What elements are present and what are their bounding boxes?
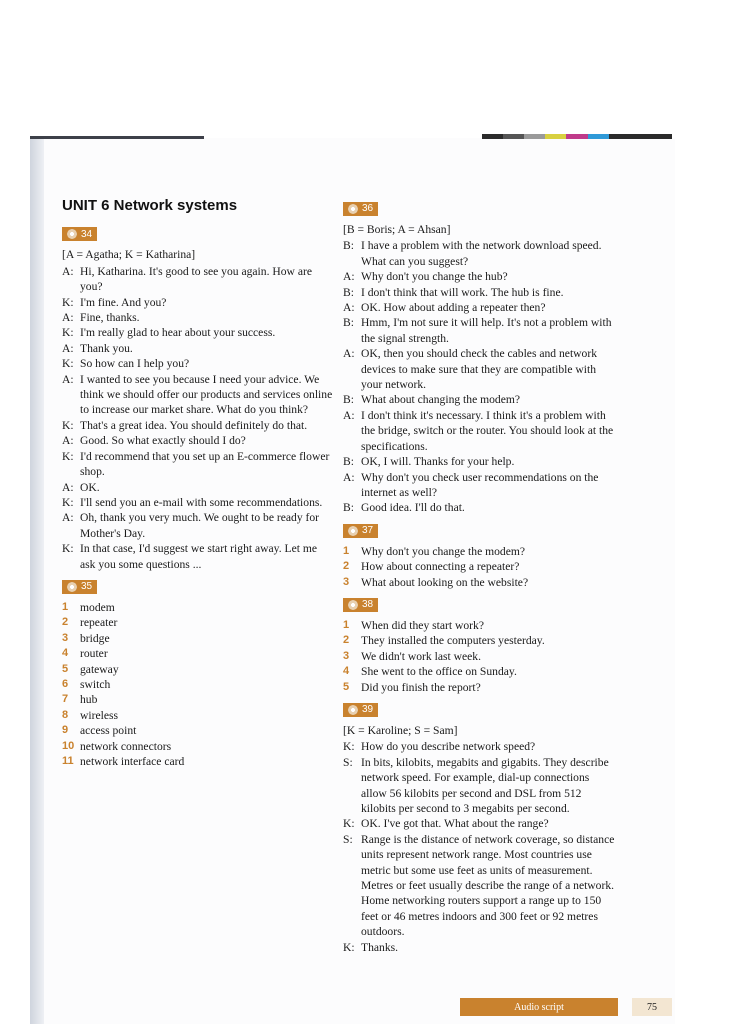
dialogue-line bbox=[62, 449, 334, 480]
speaker-label: S: bbox=[343, 755, 353, 769]
list-item bbox=[62, 662, 334, 677]
list-item bbox=[343, 649, 615, 664]
speaker-label: K: bbox=[343, 817, 355, 831]
item-number: 4 bbox=[62, 647, 69, 660]
list-item bbox=[62, 754, 334, 769]
list-item bbox=[62, 692, 334, 707]
line-text: Thanks. bbox=[361, 940, 399, 954]
line-text: Fine, thanks. bbox=[80, 311, 140, 325]
cd-icon bbox=[67, 582, 77, 592]
list-item bbox=[62, 600, 334, 615]
list-35 bbox=[62, 600, 334, 769]
line-text: I have a problem with the network download speed. What can you suggest? bbox=[361, 239, 602, 268]
speaker-label: B: bbox=[343, 239, 354, 253]
line-text: Why don't you check user recommendations on the internet as well? bbox=[361, 470, 599, 499]
item-text: access point bbox=[80, 724, 137, 738]
speaker-label: B: bbox=[343, 455, 354, 469]
line-text: Why don't you change the hub? bbox=[361, 270, 508, 284]
item-number: 1 bbox=[62, 600, 69, 613]
item-text: network connectors bbox=[80, 739, 172, 753]
dialogue-line bbox=[343, 346, 615, 392]
item-number: 2 bbox=[62, 616, 69, 629]
item-text: switch bbox=[80, 677, 111, 691]
list-item bbox=[62, 646, 334, 661]
speaker-label: A: bbox=[62, 311, 74, 325]
item-number: 11 bbox=[62, 755, 74, 767]
item-text: How about connecting a repeater? bbox=[361, 560, 520, 574]
line-text: Hi, Katharina. It's good to see you again. How are you? bbox=[80, 264, 312, 294]
dialogue-line bbox=[343, 470, 615, 501]
line-text: In that case, I'd suggest we start right away. Let me ask you some questions ... bbox=[80, 542, 317, 571]
speaker-label: A: bbox=[343, 347, 355, 361]
item-text: When did they start work? bbox=[361, 618, 484, 632]
item-number: 1 bbox=[343, 544, 350, 557]
line-text: I wanted to see you because I need your advice. We think we should offer our products and services online to increase our market share. What do you think? bbox=[80, 372, 333, 417]
speaker-label: A: bbox=[343, 301, 355, 315]
list-item bbox=[343, 680, 615, 695]
dialogue-line bbox=[343, 269, 615, 284]
dialogue-line bbox=[343, 392, 615, 407]
track-badge-37: 37 bbox=[343, 524, 378, 538]
line-text: Good. So what exactly should I do? bbox=[80, 434, 246, 448]
item-number: 2 bbox=[343, 634, 350, 647]
list-item bbox=[343, 618, 615, 633]
speaker-label: K: bbox=[343, 740, 355, 754]
speaker-label: B: bbox=[343, 316, 354, 330]
line-text: Hmm, I'm not sure it will help. It's not a problem with the signal strength. bbox=[361, 316, 612, 345]
line-text: OK, I will. Thanks for your help. bbox=[361, 455, 515, 469]
speaker-label: K: bbox=[62, 495, 74, 509]
list-item bbox=[62, 739, 334, 754]
dialogue-line bbox=[62, 372, 334, 418]
speaker-label: A: bbox=[62, 511, 74, 525]
dialogue-line bbox=[343, 940, 615, 955]
item-number: 5 bbox=[62, 662, 69, 675]
speaker-label: K: bbox=[62, 295, 74, 309]
speaker-label: A: bbox=[343, 470, 355, 484]
dialogue-line bbox=[343, 500, 615, 515]
item-text: repeater bbox=[80, 616, 118, 630]
cast-list: [B = Boris; A = Ahsan] bbox=[343, 223, 451, 236]
item-text: bridge bbox=[80, 631, 110, 645]
speaker-label: K: bbox=[62, 449, 74, 463]
dialogue-line bbox=[343, 816, 615, 831]
track-badge-38: 38 bbox=[343, 598, 378, 612]
speaker-label: A: bbox=[62, 264, 74, 278]
dialogue-36 bbox=[343, 238, 615, 515]
speaker-label: K: bbox=[62, 357, 74, 371]
speaker-label: S: bbox=[343, 832, 353, 846]
right-column bbox=[343, 190, 615, 955]
list-item bbox=[343, 559, 615, 574]
cast-list: [A = Agatha; K = Katharina] bbox=[62, 248, 196, 262]
track-badge-39: 39 bbox=[343, 703, 378, 717]
item-text: She went to the office on Sunday. bbox=[361, 665, 517, 679]
item-text: hub bbox=[80, 693, 98, 707]
item-text: We didn't work last week. bbox=[361, 649, 481, 663]
line-text: I'm really glad to hear about your success. bbox=[80, 326, 276, 340]
speaker-label: K: bbox=[62, 418, 74, 432]
speaker-label: K: bbox=[343, 940, 355, 954]
track-badge-36: 36 bbox=[343, 202, 378, 216]
item-number: 4 bbox=[343, 665, 350, 678]
line-text: I'll send you an e-mail with some recommendations. bbox=[80, 495, 323, 509]
line-text: Thank you. bbox=[80, 341, 133, 355]
list-item bbox=[343, 544, 615, 559]
line-text: OK. bbox=[80, 480, 100, 494]
dialogue-line bbox=[343, 315, 615, 346]
line-text: What about changing the modem? bbox=[361, 393, 521, 407]
print-color-bar bbox=[482, 134, 672, 139]
track-badge-35: 35 bbox=[62, 580, 97, 594]
list-38 bbox=[343, 618, 615, 695]
left-column bbox=[62, 190, 334, 769]
dialogue-line bbox=[62, 310, 334, 325]
item-text: wireless bbox=[80, 708, 118, 722]
dialogue-line bbox=[62, 433, 334, 448]
list-item bbox=[343, 575, 615, 590]
footer-section-label: Audio script bbox=[460, 998, 618, 1016]
dialogue-line bbox=[343, 755, 615, 817]
speaker-label: K: bbox=[62, 326, 74, 340]
speaker-label: B: bbox=[343, 393, 354, 407]
speaker-label: B: bbox=[343, 285, 354, 299]
dialogue-line bbox=[62, 495, 334, 510]
cd-icon bbox=[348, 204, 358, 214]
dialogue-line bbox=[62, 510, 334, 541]
list-item bbox=[343, 633, 615, 648]
cd-icon bbox=[67, 229, 77, 239]
line-text: OK. I've got that. What about the range? bbox=[361, 817, 549, 831]
line-text: I don't think that will work. The hub is fine. bbox=[361, 285, 564, 299]
line-text: Good idea. I'll do that. bbox=[361, 501, 465, 515]
speaker-label: A: bbox=[343, 270, 355, 284]
line-text: So how can I help you? bbox=[80, 357, 190, 371]
dialogue-line bbox=[62, 418, 334, 433]
unit-title: UNIT 6 Network systems bbox=[62, 197, 238, 214]
item-number: 9 bbox=[62, 724, 69, 737]
item-number: 6 bbox=[62, 677, 69, 690]
dialogue-line bbox=[343, 300, 615, 315]
dialogue-line bbox=[343, 739, 615, 754]
item-text: What about looking on the website? bbox=[361, 575, 529, 589]
dialogue-line bbox=[343, 285, 615, 300]
dialogue-line bbox=[62, 341, 334, 356]
list-37 bbox=[343, 544, 615, 590]
list-item bbox=[62, 631, 334, 646]
dialogue-line bbox=[62, 295, 334, 310]
item-text: gateway bbox=[80, 662, 119, 676]
item-text: router bbox=[80, 647, 108, 661]
item-number: 8 bbox=[62, 708, 69, 721]
dialogue-line bbox=[62, 264, 334, 295]
line-text: I'd recommend that you set up an E-commerce flower shop. bbox=[80, 449, 330, 479]
line-text: I don't think it's necessary. I think it's a problem with the bridge, switch or the router. You should look at the specifications. bbox=[361, 408, 614, 453]
speaker-label: A: bbox=[343, 408, 355, 422]
dialogue-39 bbox=[343, 739, 615, 955]
line-text: Range is the distance of network coverage, so distance units represent network range. Most countries use metric but some use feet as units of measurement. Metres or feet usually describe the range of a network. Home networking routers support a range up to 150 feet or 46 metres indoors and 300 feet or 92 metres outdoors. bbox=[361, 832, 615, 939]
book-spine bbox=[30, 138, 44, 1024]
dialogue-line bbox=[62, 541, 334, 572]
line-text: OK, then you should check the cables and network devices to make sure that they are compatible with your network. bbox=[361, 347, 597, 392]
item-text: Did you finish the report? bbox=[361, 680, 481, 694]
list-item bbox=[62, 708, 334, 723]
cd-icon bbox=[348, 600, 358, 610]
line-text: Oh, thank you very much. We ought to be ready for Mother's Day. bbox=[80, 511, 320, 540]
speaker-label: A: bbox=[62, 341, 74, 355]
item-text: modem bbox=[80, 600, 115, 614]
cast-list: [K = Karoline; S = Sam] bbox=[343, 723, 458, 737]
item-number: 10 bbox=[62, 739, 75, 752]
item-number: 5 bbox=[343, 680, 350, 693]
list-item bbox=[62, 677, 334, 692]
dialogue-line bbox=[343, 832, 615, 940]
item-number: 3 bbox=[343, 575, 350, 588]
list-item bbox=[62, 615, 334, 630]
line-text: How do you describe network speed? bbox=[361, 740, 536, 754]
dialogue-line bbox=[343, 454, 615, 469]
line-text: That's a great idea. You should definitely do that. bbox=[80, 418, 308, 432]
line-text: OK. How about adding a repeater then? bbox=[361, 301, 546, 315]
cd-icon bbox=[348, 526, 358, 536]
dialogue-line bbox=[62, 325, 334, 340]
speaker-label: A: bbox=[62, 372, 74, 386]
speaker-label: K: bbox=[62, 542, 74, 556]
speaker-label: B: bbox=[343, 501, 354, 515]
speaker-label: A: bbox=[62, 434, 74, 448]
dialogue-line bbox=[343, 408, 615, 454]
dialogue-line bbox=[343, 238, 615, 269]
line-text: In bits, kilobits, megabits and gigabits. They describe network speed. For example, dial-up connections allow 56 kilobits per second and DSL from 512 kilobits per second to 3 megabits per second. bbox=[361, 755, 609, 815]
dialogue-line bbox=[62, 356, 334, 371]
dialogue-line bbox=[62, 480, 334, 495]
line-text: I'm fine. And you? bbox=[80, 295, 167, 309]
speaker-label: A: bbox=[62, 480, 74, 494]
top-rule bbox=[30, 136, 204, 139]
item-number: 3 bbox=[62, 631, 69, 644]
item-text: Why don't you change the modem? bbox=[361, 544, 526, 558]
dialogue-34 bbox=[62, 264, 334, 572]
page-number: 75 bbox=[632, 998, 672, 1016]
item-number: 1 bbox=[343, 618, 350, 631]
item-number: 7 bbox=[62, 693, 69, 706]
item-text: network interface card bbox=[80, 755, 185, 768]
item-number: 2 bbox=[343, 560, 350, 573]
track-badge-34: 34 bbox=[62, 227, 97, 241]
item-text: They installed the computers yesterday. bbox=[361, 634, 545, 648]
cd-icon bbox=[348, 705, 358, 715]
item-number: 3 bbox=[343, 649, 350, 662]
list-item bbox=[343, 664, 615, 679]
list-item bbox=[62, 723, 334, 738]
